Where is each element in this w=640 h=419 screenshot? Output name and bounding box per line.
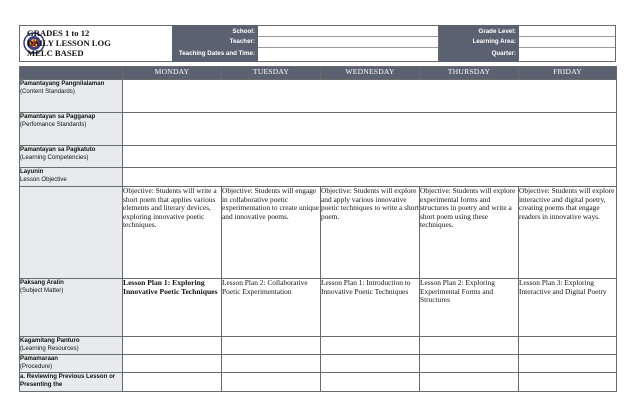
header-title-line-2: DAILY LESSON LOG bbox=[27, 38, 111, 48]
row-label-content-standards: Pamantayang Pangnilalaman (Content Standards) bbox=[20, 80, 123, 113]
row-label-performance-standards: Pamantayan sa Pagganap (Perfomance Standards) bbox=[20, 113, 123, 146]
objective-thursday[interactable]: Objective: Students will explore experimental forms and structures in poetry and write a short poem using these techniques. bbox=[420, 187, 519, 279]
day-friday: FRIDAY bbox=[519, 67, 617, 80]
table-row bbox=[20, 168, 617, 187]
procedure-a-thursday[interactable] bbox=[420, 373, 519, 392]
row-label-learning-competencies: Pamantayan sa Pagkatuto (Learning Competencies) bbox=[20, 146, 123, 168]
header-labels-right bbox=[439, 25, 519, 62]
resources-thursday[interactable] bbox=[420, 337, 519, 355]
objective-wednesday[interactable]: Objective: Students will explore and apply various innovative poetic techniques to write a short poem. bbox=[321, 187, 420, 279]
procedure-thursday[interactable] bbox=[420, 355, 519, 373]
day-thursday: THURSDAY bbox=[420, 67, 519, 80]
day-wednesday: WEDNESDAY bbox=[321, 67, 420, 80]
header-title-line-3: MELC BASED bbox=[27, 48, 84, 58]
content-standards-cell[interactable] bbox=[123, 80, 617, 113]
procedure-a-monday[interactable] bbox=[123, 373, 222, 392]
performance-standards-cell[interactable] bbox=[123, 113, 617, 146]
lesson-friday[interactable]: Lesson Plan 3: Exploring Interactive and Digital Poetry bbox=[519, 279, 617, 337]
quarter-label: Quarter: bbox=[491, 50, 516, 57]
procedure-a-wednesday[interactable] bbox=[321, 373, 420, 392]
header-values-left[interactable] bbox=[258, 25, 439, 62]
row-label-procedure-a: a. Reviewing Previous Lesson or Presenting the bbox=[20, 373, 123, 392]
teacher-label: Teacher: bbox=[229, 38, 255, 45]
lesson-thursday[interactable]: Lesson Plan 2: Exploring Experimental Forms and Structures bbox=[420, 279, 519, 337]
lesson-monday[interactable]: Lesson Plan 1: Exploring Innovative Poetic Techniques bbox=[123, 279, 222, 337]
resources-tuesday[interactable] bbox=[222, 337, 321, 355]
row-label-lesson-objective: Layunin Lesson Objective bbox=[20, 168, 123, 187]
procedure-wednesday[interactable] bbox=[321, 355, 420, 373]
objective-friday[interactable]: Objective: Students will explore interactive and digital poetry, creating poems that engage readers in innovative ways. bbox=[519, 187, 617, 279]
objective-monday[interactable]: Objective: Students will write a short poem that applies various elements and literary devices, exploring innovative poetic techniques. bbox=[123, 187, 222, 279]
header-values-right[interactable] bbox=[519, 25, 616, 62]
objective-tuesday[interactable]: Objective: Students will engage in collaborative poetic experimentation to create unique and innovative poems. bbox=[222, 187, 321, 279]
resources-wednesday[interactable] bbox=[321, 337, 420, 355]
resources-friday[interactable] bbox=[519, 337, 617, 355]
table-row bbox=[20, 80, 617, 113]
day-header-row bbox=[20, 67, 617, 80]
row-label-learning-resources: Kagamitang Panturo (Learning Resources) bbox=[20, 337, 123, 355]
teaching-dates-label: Teaching Dates and Time: bbox=[178, 50, 255, 57]
objective-label-blank bbox=[20, 187, 123, 279]
procedure-tuesday[interactable] bbox=[222, 355, 321, 373]
corner-cell bbox=[20, 67, 123, 80]
resources-monday[interactable] bbox=[123, 337, 222, 355]
row-label-procedure: Pamamaraan (Procedure) bbox=[20, 355, 123, 373]
procedure-friday[interactable] bbox=[519, 355, 617, 373]
lesson-objective-header-cell[interactable] bbox=[123, 168, 617, 187]
row-label-subject-matter: Paksang Aralin (Subject Matter) bbox=[20, 279, 123, 337]
school-label: School: bbox=[232, 28, 255, 35]
lesson-wednesday[interactable]: Lesson Plan 1: Introduction to Innovative Poetic Techniques bbox=[321, 279, 420, 337]
day-tuesday: TUESDAY bbox=[222, 67, 321, 80]
day-monday: MONDAY bbox=[123, 67, 222, 80]
learning-area-label: Learning Area: bbox=[472, 38, 516, 45]
table-row bbox=[20, 337, 617, 355]
table-row bbox=[20, 355, 617, 373]
table-row bbox=[20, 279, 617, 337]
header-title-line-1: GRADES 1 to 12 bbox=[27, 28, 90, 38]
procedure-monday[interactable] bbox=[123, 355, 222, 373]
lesson-tuesday[interactable]: Lesson Plan 2: Collaborative Poetic Experimentation bbox=[222, 279, 321, 337]
lesson-log-table bbox=[19, 66, 617, 392]
table-row bbox=[20, 373, 617, 392]
header-labels-left bbox=[172, 25, 258, 62]
grade-level-label: Grade Level: bbox=[478, 28, 516, 35]
table-row bbox=[20, 113, 617, 146]
table-row bbox=[20, 146, 617, 168]
procedure-a-tuesday[interactable] bbox=[222, 373, 321, 392]
learning-competencies-cell[interactable] bbox=[123, 146, 617, 168]
table-row bbox=[20, 187, 617, 279]
procedure-a-friday[interactable] bbox=[519, 373, 617, 392]
